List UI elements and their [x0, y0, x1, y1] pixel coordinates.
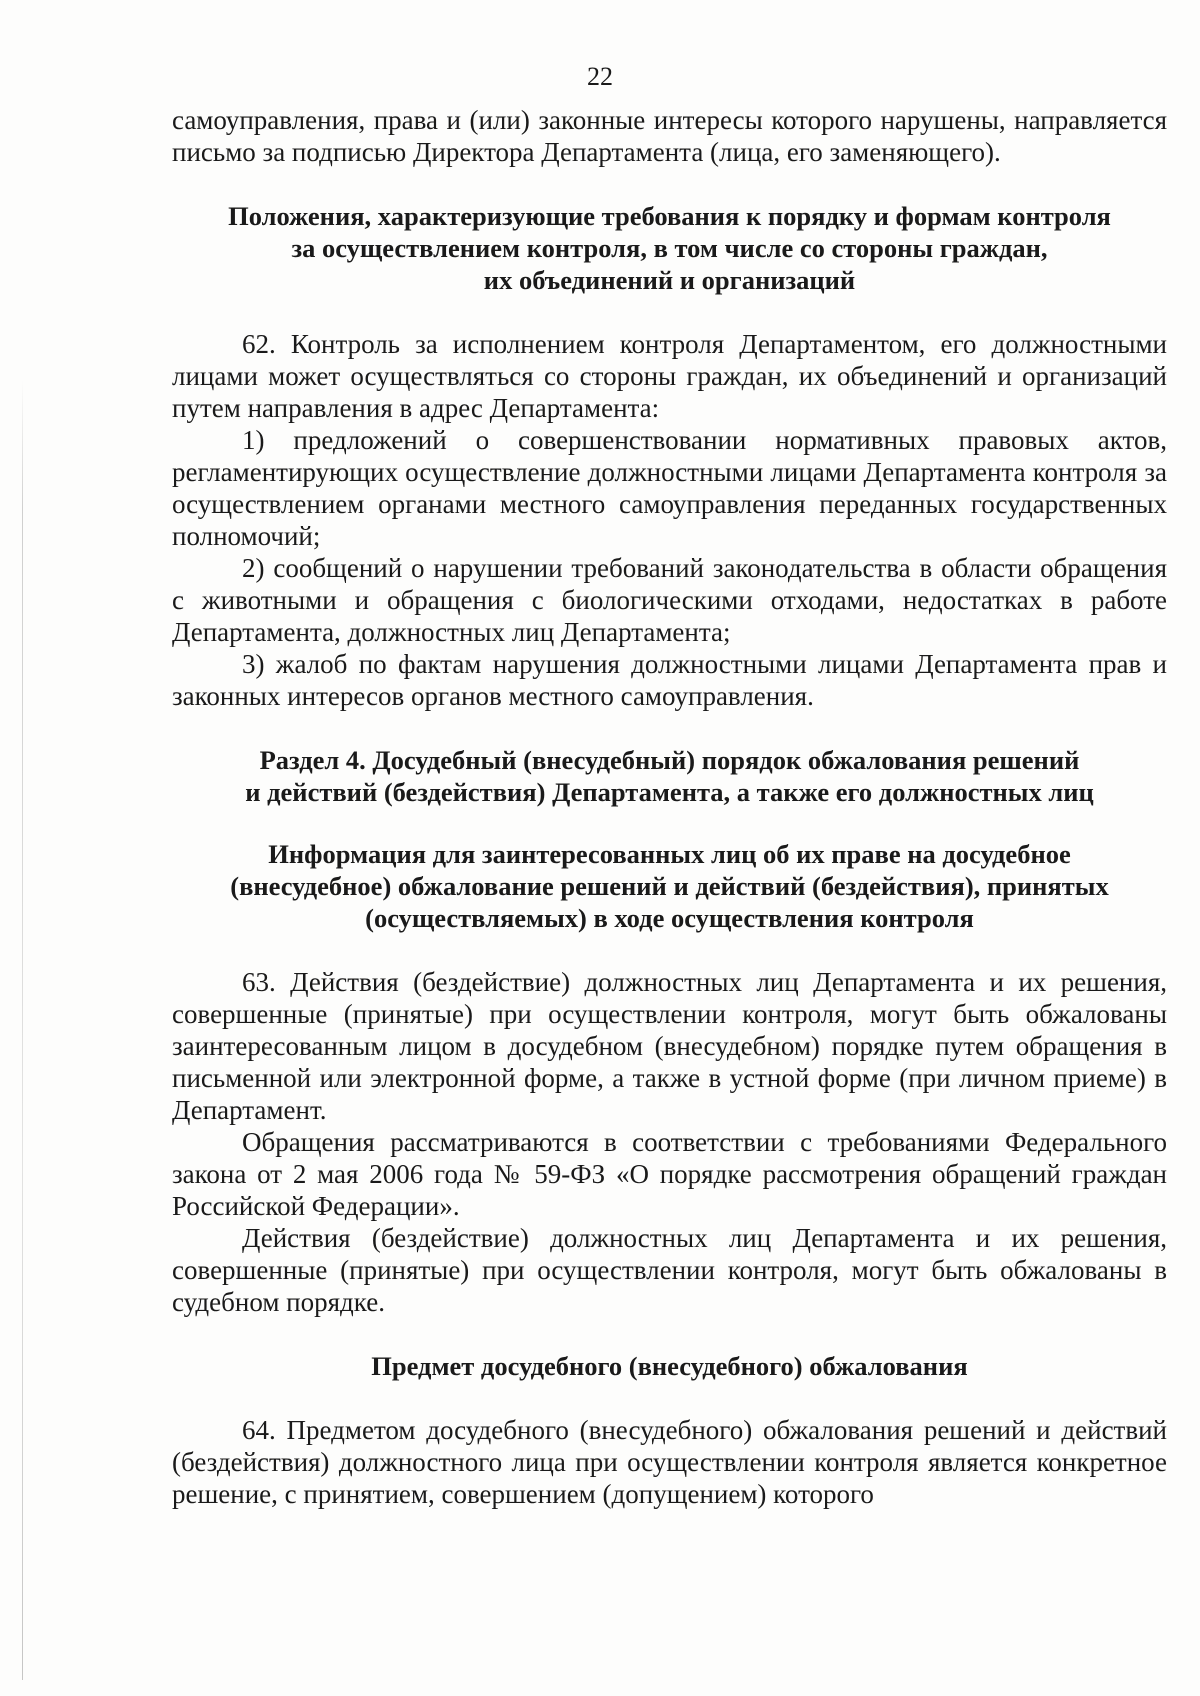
section-4-heading-line-1: Раздел 4. Досудебный (внесудебный) порядок обжалования решений	[259, 745, 1080, 775]
heading-appeal-info-line-1: Информация для заинтересованных лиц об их праве на досудебное	[268, 839, 1071, 869]
scan-shadow-edge	[22, 380, 23, 1680]
section-4-heading-line-2: и действий (бездействия) Департамента, а также его должностных лиц	[245, 777, 1094, 807]
paragraph-continuation: самоуправления, права и (или) законные интересы которого нарушены, направляется письмо за подписью Директора Департамента (лица, его заменяющего).	[172, 105, 1167, 167]
document-body	[172, 104, 1167, 1510]
paragraph-62-item-1: 1) предложений о совершенствовании нормативных правовых актов, регламентирующих осуществление должностными лицами Департамента контроля за осуществлением органами местного самоуправления переданных государственных полномочий;	[172, 425, 1167, 551]
heading-control-requirements-line-1: Положения, характеризующие требования к порядку и формам контроля	[228, 201, 1111, 231]
paragraph-62-item-3: 3) жалоб по фактам нарушения должностными лицами Департамента прав и законных интересов органов местного самоуправления.	[172, 649, 1167, 711]
paragraph-63-federal-law: Обращения рассматриваются в соответствии с требованиями Федерального закона от 2 мая 2006 года № 59-ФЗ «О порядке рассмотрения обращений граждан Российской Федерации».	[172, 1127, 1167, 1221]
heading-control-requirements-line-2: за осуществлением контроля, в том числе со стороны граждан,	[291, 233, 1048, 263]
heading-control-requirements-line-3: их объединений и организаций	[483, 265, 856, 295]
heading-appeal-subject: Предмет досудебного (внесудебного) обжалования	[371, 1351, 968, 1381]
paragraph-63-judicial: Действия (бездействие) должностных лиц Департамента и их решения, совершенные (принятые) при осуществлении контроля, могут быть обжалованы в судебном порядке.	[172, 1223, 1167, 1317]
page-number: 22	[587, 62, 613, 91]
heading-appeal-info-line-3: (осуществляемых) в ходе осуществления контроля	[365, 903, 974, 933]
heading-appeal-info-line-2: (внесудебное) обжалование решений и действий (бездействия), принятых	[230, 871, 1109, 901]
paragraph-62-item-2: 2) сообщений о нарушении требований законодательства в области обращения с животными и обращения с биологическими отходами, недостатках в работе Департамента, должностных лиц Департамента;	[172, 553, 1167, 647]
paragraph-63: 63. Действия (бездействие) должностных лиц Департамента и их решения, совершенные (принятые) при осуществлении контроля, могут быть обжалованы заинтересованным лицом в досудебном (внесудебном) порядке путем обращения в письменной или электронной форме, а также в устной форме (при личном приеме) в Департамент.	[172, 967, 1167, 1125]
paragraph-62: 62. Контроль за исполнением контроля Департаментом, его должностными лицами может осуществляться со стороны граждан, их объединений и организаций путем направления в адрес Департамента:	[172, 329, 1167, 423]
paragraph-64: 64. Предметом досудебного (внесудебного) обжалования решений и действий (бездействия) должностного лица при осуществлении контроля является конкретное решение, с принятием, совершением (допущением) которого	[172, 1415, 1167, 1509]
